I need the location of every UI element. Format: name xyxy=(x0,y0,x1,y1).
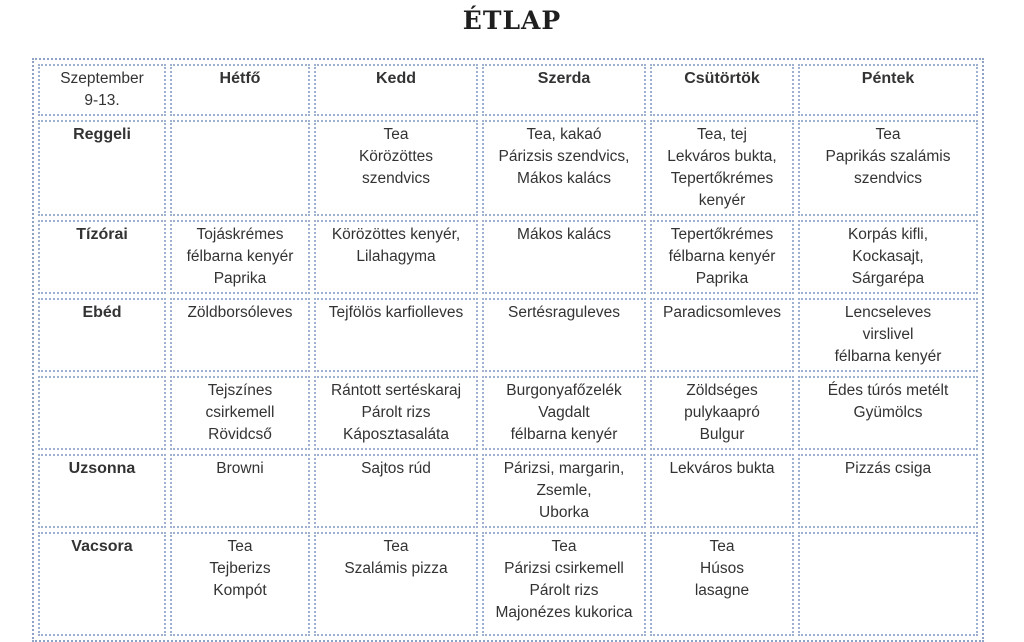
dish-line: Majonézes kukorica xyxy=(495,604,633,621)
dish-line: Tea xyxy=(227,538,253,555)
dish-line: virslivel xyxy=(862,326,914,343)
dish-line: Tejberizs xyxy=(209,560,271,577)
meal-row-ebed xyxy=(38,298,978,372)
dish-line: Kockasajt, xyxy=(852,248,924,265)
meal-row-uzsonna xyxy=(38,454,978,528)
dish-line: Lekváros bukta, xyxy=(667,148,777,165)
meal-row-ebed-foetel xyxy=(38,376,978,450)
day-header-csutortok: Csütörtök xyxy=(650,64,794,116)
menu-cell xyxy=(314,532,478,636)
dish-line: félbarna kenyér xyxy=(186,248,294,265)
dish-line: Körözöttes xyxy=(358,148,434,165)
dish-line: Párolt rizs xyxy=(529,582,599,599)
menu-cell xyxy=(798,532,978,636)
menu-cell xyxy=(650,120,794,216)
menu-cell xyxy=(650,298,794,372)
dish-line: Mákos kalács xyxy=(517,170,611,187)
dish-line: félbarna kenyér xyxy=(834,348,942,365)
dish-line: Browni xyxy=(216,460,264,477)
dish-line: Burgonyafőzelék xyxy=(506,382,622,399)
dish-line: Korpás kifli, xyxy=(847,226,929,243)
week-line: 9-13. xyxy=(84,92,120,109)
dish-line: Tea xyxy=(551,538,577,555)
meal-row-vacsora xyxy=(38,532,978,636)
menu-cell xyxy=(170,298,310,372)
dish-line: Szalámis pizza xyxy=(344,560,448,577)
dish-line: pulykaapró xyxy=(684,404,760,421)
dish-line: csirkemell xyxy=(205,404,275,421)
menu-cell xyxy=(798,454,978,528)
dish-line: Zsemle, xyxy=(536,482,592,499)
dish-line: Uborka xyxy=(539,504,589,521)
dish-line: Párizsi, margarin, xyxy=(503,460,625,477)
menu-cell xyxy=(650,220,794,294)
menu-cell xyxy=(650,376,794,450)
meal-label xyxy=(38,376,166,450)
menu-cell xyxy=(170,220,310,294)
dish-line: Tea, tej xyxy=(697,126,747,143)
dish-line: Tojáskrémes xyxy=(196,226,284,243)
menu-cell xyxy=(482,532,646,636)
meal-label: Ebéd xyxy=(38,298,166,372)
dish-line: Kompót xyxy=(213,582,267,599)
dish-line: Lekváros bukta xyxy=(669,460,775,477)
dish-line: Paradicsomleves xyxy=(662,304,782,321)
dish-line: Tea xyxy=(875,126,901,143)
menu-cell xyxy=(798,220,978,294)
page-title: ÉTLAP xyxy=(462,6,562,35)
menu-cell xyxy=(170,376,310,450)
meal-label: Tízórai xyxy=(38,220,166,294)
dish-line: Sertésraguleves xyxy=(507,304,620,321)
dish-line: Paprikás szalámis xyxy=(825,148,951,165)
dish-line: Gyümölcs xyxy=(853,404,923,421)
dish-line: Zöldséges xyxy=(686,382,758,399)
dish-line: Tea xyxy=(383,538,409,555)
dish-line: Körözöttes kenyér, xyxy=(331,226,461,243)
menu-cell xyxy=(482,220,646,294)
dish-line: Tea xyxy=(709,538,735,555)
day-header-kedd: Kedd xyxy=(314,64,478,116)
dish-line: Párizsis szendvics, xyxy=(498,148,630,165)
menu-cell xyxy=(314,376,478,450)
menu-cell xyxy=(314,454,478,528)
menu-cell xyxy=(314,298,478,372)
dish-line: szendvics xyxy=(853,170,923,187)
dish-line: Párizsi csirkemell xyxy=(504,560,624,577)
day-header-szerda: Szerda xyxy=(482,64,646,116)
menu-table xyxy=(32,58,984,642)
dish-line: Bulgur xyxy=(699,426,745,443)
dish-line: Káposztasaláta xyxy=(343,426,449,443)
week-cell xyxy=(38,64,166,116)
dish-line: Zöldborsóleves xyxy=(187,304,293,321)
meal-row-tizorai xyxy=(38,220,978,294)
dish-line: Tepertőkrémes xyxy=(670,226,774,243)
dish-line: lasagne xyxy=(694,582,750,599)
menu-cell xyxy=(482,298,646,372)
menu-cell xyxy=(170,120,310,216)
dish-line: Rántott sertéskaraj xyxy=(330,382,462,399)
dish-line: Paprika xyxy=(213,270,267,287)
menu-cell xyxy=(798,120,978,216)
dish-line: félbarna kenyér xyxy=(668,248,776,265)
dish-line: Párolt rizs xyxy=(361,404,431,421)
day-header-pentek: Péntek xyxy=(798,64,978,116)
dish-line: Lilahagyma xyxy=(356,248,436,265)
dish-line: Tejszínes xyxy=(207,382,273,399)
menu-cell xyxy=(798,298,978,372)
menu-cell xyxy=(314,220,478,294)
menu-cell xyxy=(482,120,646,216)
dish-line: Rövidcső xyxy=(208,426,272,443)
menu-cell xyxy=(650,532,794,636)
menu-cell xyxy=(650,454,794,528)
dish-line: Húsos xyxy=(700,560,744,577)
dish-line: Édes túrós metélt xyxy=(827,382,949,399)
dish-line: Tea, kakaó xyxy=(526,126,602,143)
menu-cell xyxy=(482,376,646,450)
dish-line: Pizzás csiga xyxy=(844,460,932,477)
week-line: Szeptember xyxy=(60,70,144,87)
menu-cell xyxy=(314,120,478,216)
menu-cell xyxy=(170,454,310,528)
dish-line: félbarna kenyér xyxy=(510,426,618,443)
dish-line: Tepertőkrémes xyxy=(670,170,774,187)
dish-line: kenyér xyxy=(698,192,746,209)
meal-label: Vacsora xyxy=(38,532,166,636)
dish-line: szendvics xyxy=(361,170,431,187)
dish-line: Tejfölös karfiolleves xyxy=(328,304,464,321)
meal-row-reggeli xyxy=(38,120,978,216)
day-header-hetfo: Hétfő xyxy=(170,64,310,116)
dish-line: Mákos kalács xyxy=(517,226,611,243)
menu-cell xyxy=(170,532,310,636)
dish-line: Sajtos rúd xyxy=(361,460,431,477)
header-row xyxy=(38,64,978,116)
dish-line: Lencseleves xyxy=(844,304,932,321)
menu-cell xyxy=(482,454,646,528)
menu-cell xyxy=(798,376,978,450)
dish-line: Paprika xyxy=(695,270,749,287)
meal-label: Uzsonna xyxy=(38,454,166,528)
dish-line: Tea xyxy=(383,126,409,143)
dish-line: Sárgarépa xyxy=(851,270,925,287)
dish-line: Vagdalt xyxy=(538,404,590,421)
meal-label: Reggeli xyxy=(38,120,166,216)
